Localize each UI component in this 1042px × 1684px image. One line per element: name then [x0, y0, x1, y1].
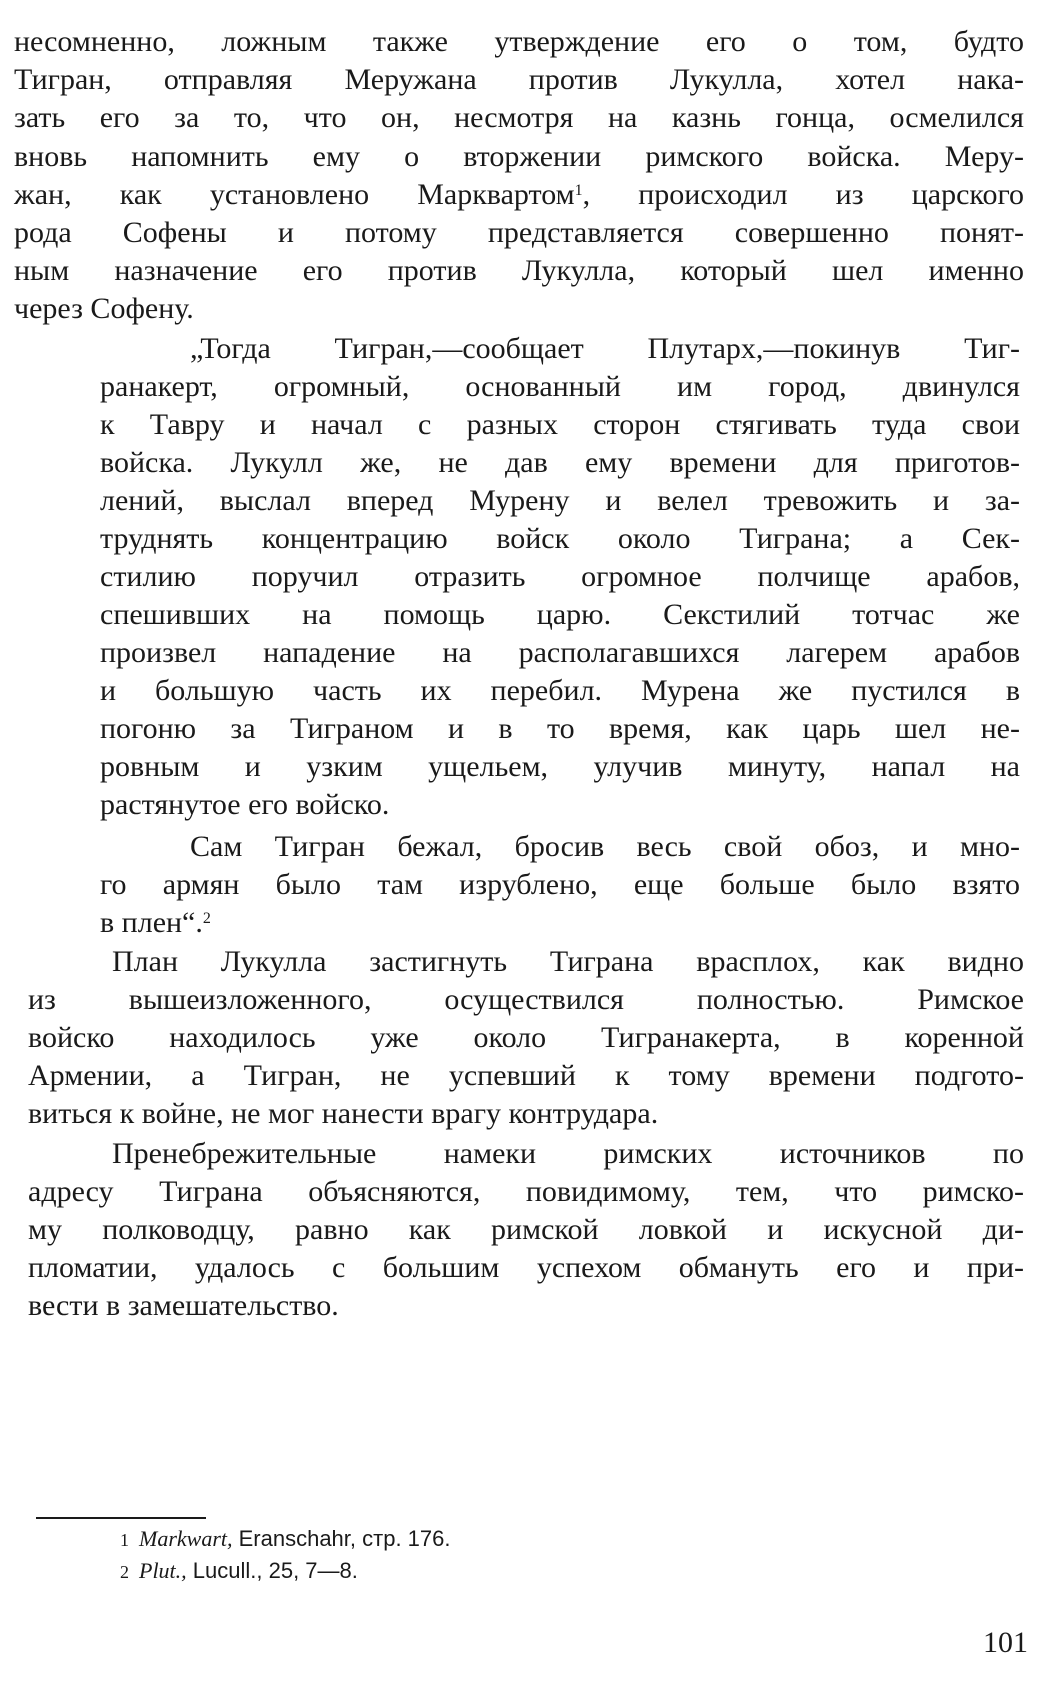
body-line: Армении, а Тигран, не успевший к тому времени подгото- [28, 1059, 1024, 1092]
body-line: План Лукулла застигнуть Тиграна врасплох, как видно [112, 945, 1024, 978]
footnote-1 [120, 1524, 450, 1555]
page-number: 101 [983, 1626, 1028, 1659]
body-text: , происходил из царского [582, 178, 1024, 211]
footnote-ref: 1 [574, 182, 583, 199]
quote-line: к Тавру и начал с разных сторон стягивать туда свои [100, 408, 1020, 441]
footnote-author: Markwart, [139, 1526, 233, 1551]
quote-line: ранакерт, огромный, основанный им город, двинулся [100, 370, 1020, 403]
quote-line: труднять концентрацию войск около Тиграна; а Сек- [100, 522, 1020, 555]
footnote-author: Plut., [139, 1558, 187, 1583]
quote-line: Сам Тигран бежал, бросив весь свой обоз, и мно- [190, 830, 1020, 863]
footnote-number: 1 [120, 1530, 129, 1550]
body-text: жан, как установлено Марквартом [14, 178, 575, 211]
body-line: Тигран, отправляя Меружана против Лукулла, хотел нака- [14, 63, 1024, 96]
quote-line: стилию поручил отразить огромное полчище арабов, [100, 560, 1020, 593]
body-line: вновь напомнить ему о вторжении римского войска. Меру- [14, 140, 1024, 173]
quote-line: „Тогда Тигран,—сообщает Плутарх,—покинув Тиг- [190, 332, 1020, 365]
quote-line: спешивших на помощь царю. Секстилий тотчас же [100, 598, 1020, 631]
body-line: пломатии, удалось с большим успехом обмануть его и при- [28, 1251, 1024, 1284]
quote-line: произвел нападение на располагавшихся лагерем арабов [100, 636, 1020, 669]
body-line: ным назначение его против Лукулла, который шел именно [14, 254, 1024, 287]
body-line: войско находилось уже около Тигранакерта, в коренной [28, 1021, 1024, 1054]
body-line: му полководцу, равно как римской ловкой и искусной ди- [28, 1213, 1024, 1246]
footnote-divider [36, 1517, 206, 1519]
quote-line: и большую часть их перебил. Мурена же пустился в [100, 674, 1020, 707]
footnote-2 [120, 1556, 358, 1587]
body-line: зать его за то, что он, несмотря на казнь гонца, осмелился [14, 101, 1024, 134]
footnote-number: 2 [120, 1562, 129, 1582]
quote-line: войска. Лукулл же, не дав ему времени для приготов- [100, 446, 1020, 479]
body-line: виться к войне, не мог нанести врагу контрудара. [28, 1097, 659, 1130]
quote-line [100, 903, 1020, 943]
footnote-text: Lucull., 25, 7—8. [186, 1558, 358, 1583]
body-line: через Софену. [14, 292, 194, 325]
body-line: несомненно, ложным также утверждение его о том, будто [14, 25, 1024, 58]
body-line: рода Софены и потому представляется совершенно понят- [14, 216, 1024, 249]
quote-line: растянутое его войско. [100, 788, 390, 821]
footnote-text: Eranschahr, стр. 176. [232, 1526, 451, 1551]
body-line: из вышеизложенного, осуществился полностью. Римское [28, 983, 1024, 1016]
body-line [14, 175, 1024, 215]
quote-line: ровным и узким ущельем, улучив минуту, напал на [100, 750, 1020, 783]
quote-line: го армян было там изрублено, еще больше было взято [100, 868, 1020, 901]
quote-text: в плен“. [100, 906, 203, 939]
body-line: адресу Тиграна объясняются, повидимому, тем, что римско- [28, 1175, 1024, 1208]
quote-line: погоню за Тиграном и в то время, как царь шел не- [100, 712, 1020, 745]
quote-line: лений, выслал вперед Мурену и велел тревожить и за- [100, 484, 1020, 517]
footnote-ref: 2 [202, 910, 211, 927]
body-line: Пренебрежительные намеки римских источников по [112, 1137, 1024, 1170]
body-line: вести в замешательство. [28, 1289, 339, 1322]
